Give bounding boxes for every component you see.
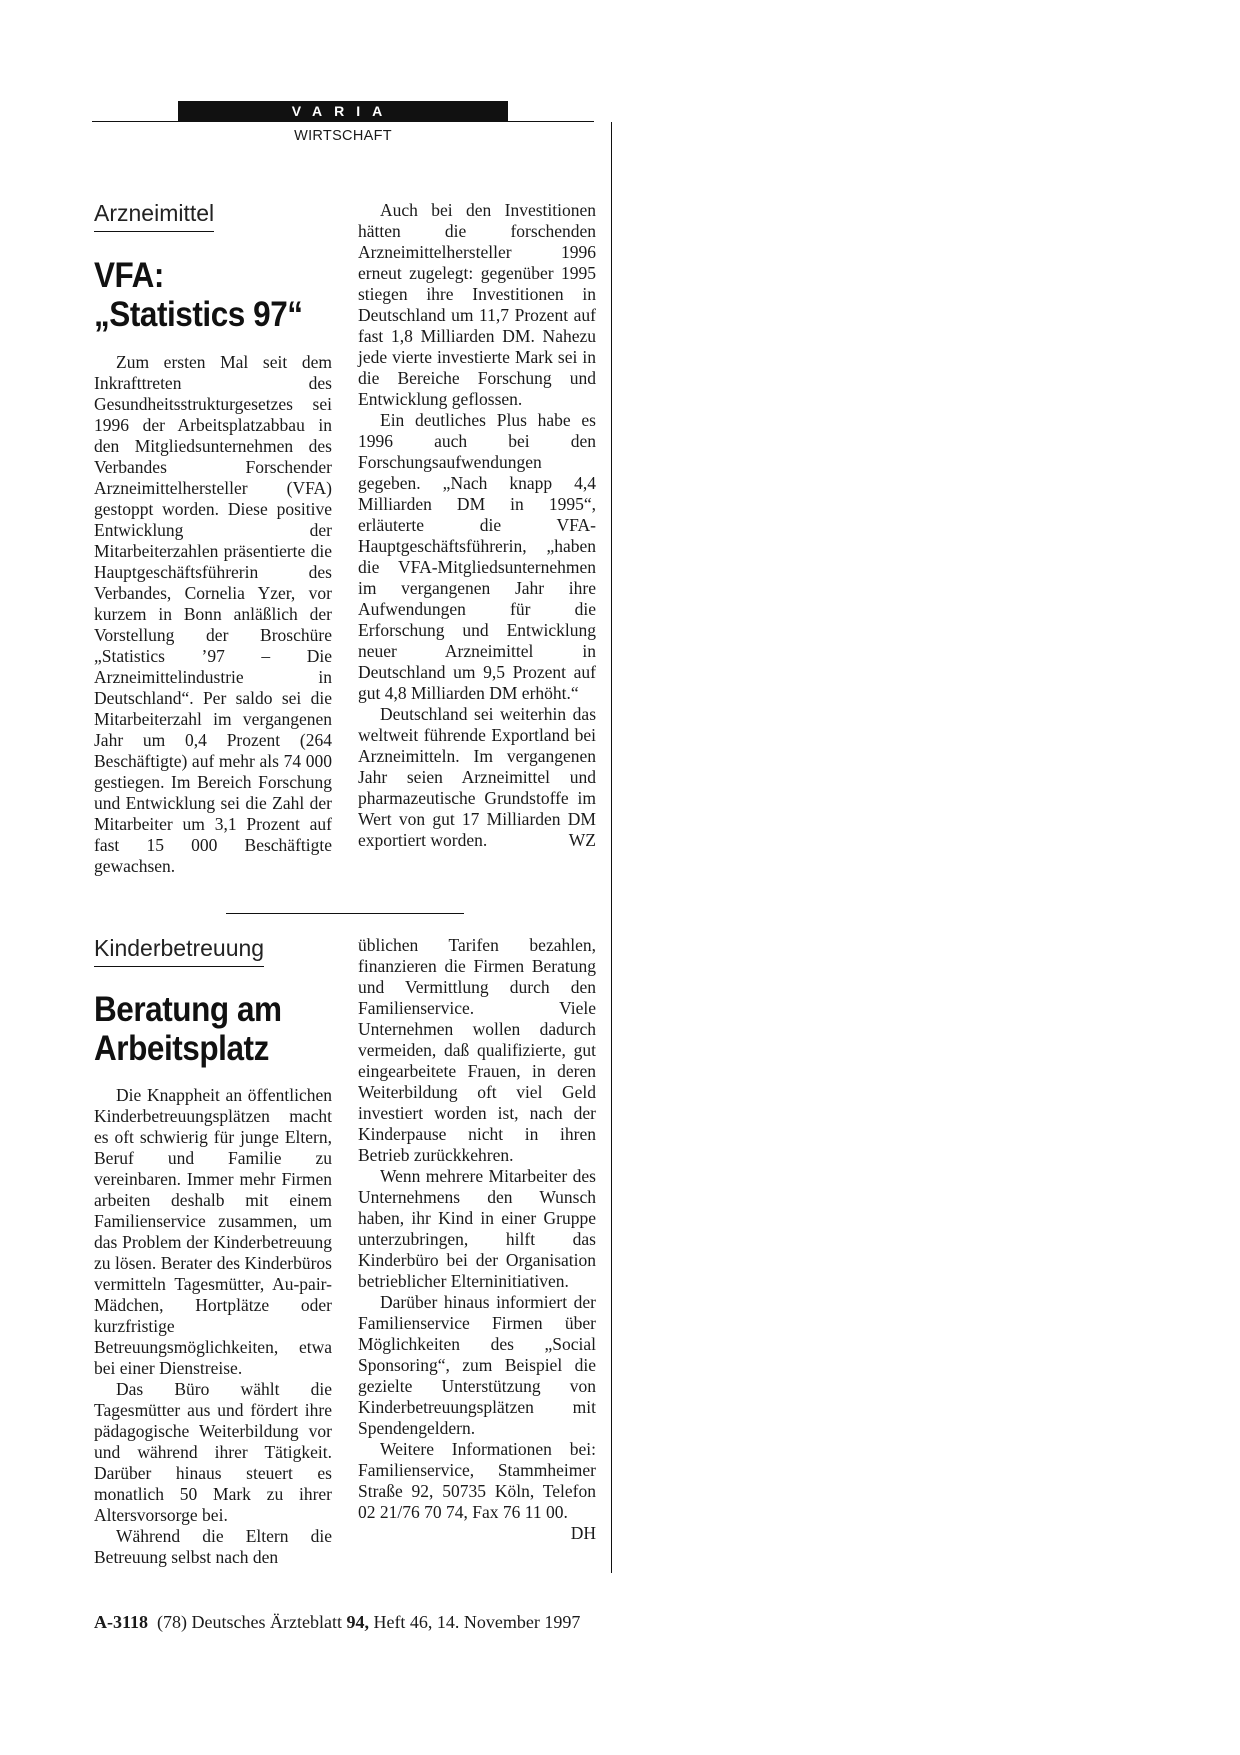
article2-paragraph: Das Büro wählt die Tagesmütter aus und fördert ihre pädagogische Weiterbildung vor und während ihrer Tätigkeit. Darüber hinaus steuert es monatlich 50 Mark zu ihrer Altersvorsorge bei. xyxy=(94,1379,332,1525)
article1-kicker-wrap xyxy=(94,200,214,232)
article2-headline-line2: Arbeitsplatz xyxy=(94,1029,269,1068)
footer-journal: Deutsches Ärzteblatt xyxy=(191,1612,342,1632)
footer-volume: 94, xyxy=(346,1612,369,1632)
article1-column1 xyxy=(94,352,332,877)
article2-headline-line1: Beratung am xyxy=(94,990,282,1029)
article1-headline-line1: VFA: xyxy=(94,256,164,295)
section-label: WIRTSCHAFT xyxy=(294,128,392,144)
article2-paragraph: Während die Eltern die Betreuung selbst nach den xyxy=(94,1526,332,1567)
article1-paragraph: Auch bei den Investitionen hätten die forschenden Arzneimittelhersteller 1996 erneut zugelegt: gegenüber 1995 stiegen ihre Investitionen in Deutschland um 11,7 Prozent auf fast 1,8 Milliarden DM. Nahezu jede vierte investierte Mark sei in die Bereiche Forschung und Entwicklung geflossen. xyxy=(358,200,596,409)
article2-kicker: Kinderbetreuung xyxy=(94,935,264,967)
footer-page-code: A-3118 xyxy=(94,1612,148,1632)
article2-paragraph: Die Knappheit an öffentlichen Kinderbetreuungsplätzen macht es oft schwierig für junge Eltern, Beruf und Familie zu vereinbaren. Immer mehr Firmen arbeiten deshalb mit einem Familienservice zusammen, um das Problem der Kinderbetreuung zu lösen. Berater des Kinderbüros vermitteln Tagesmütter, Au-pair-Mädchen, Hortplätze oder kurzfristige Betreuungsmöglichkeiten, etwa bei einer Dienstreise. xyxy=(94,1085,332,1378)
article1-kicker: Arzneimittel xyxy=(94,200,214,232)
article2-paragraph: Wenn mehrere Mitarbeiter des Unternehmens den Wunsch haben, ihr Kind in einer Gruppe unterzubringen, hilft das Kinderbüro bei der Organisation betrieblicher Elterninitiativen. xyxy=(358,1166,596,1291)
footer-page-number: (78) xyxy=(157,1612,187,1632)
article-separator xyxy=(226,913,464,914)
column-rule xyxy=(611,122,612,1573)
page-footer xyxy=(94,1612,580,1633)
article1-paragraph xyxy=(358,704,596,851)
article1-headline xyxy=(94,256,328,334)
article1-headline-line2: „Statistics 97“ xyxy=(94,295,303,334)
article2-headline xyxy=(94,990,328,1068)
article1-paragraph: Ein deutliches Plus habe es 1996 auch bei den Forschungsaufwendungen gegeben. „Nach knapp 4,4 Milliarden DM in 1995“, erläuterte die VFA-Hauptgeschäftsführerin, „haben die VFA-Mitgliedsunternehmen im vergangenen Jahr ihre Aufwendungen für die Erforschung und Entwicklung neuer Arzneimittel in Deutschland um 9,5 Prozent auf gut 4,8 Milliarden DM erhöht.“ xyxy=(358,410,596,703)
article2-column1 xyxy=(94,1085,332,1568)
article2-paragraph xyxy=(358,1439,596,1543)
article2-paragraph: Darüber hinaus informiert der Familienservice Firmen über Möglichkeiten des „Social Sponsoring“, zum Beispiel die gezielte Unterstützung von Kinderbetreuungsplätzen mit Spendengeldern. xyxy=(358,1292,596,1438)
article2-kicker-wrap xyxy=(94,935,264,967)
article1-column2 xyxy=(358,200,596,851)
article1-author: WZ xyxy=(568,830,596,850)
article1-last-paragraph: Deutschland sei weiterhin das weltweit führende Exportland bei Arzneimitteln. Im vergangenen Jahr seien Arzneimittel und pharmazeutische Grundstoffe im Wert von gut 17 Milliarden DM exportiert worden. xyxy=(358,704,596,850)
article2-author: DH xyxy=(570,1523,596,1543)
footer-issue: Heft 46, 14. November 1997 xyxy=(373,1612,581,1632)
article1-paragraph: Zum ersten Mal seit dem Inkrafttreten des Gesundheitsstrukturgesetzes sei 1996 der Arbeitsplatzabbau in den Mitgliedsunternehmen des Verbandes Forschender Arzneimittelhersteller (VFA) gestoppt worden. Diese positive Entwicklung der Mitarbeiterzahlen präsentierte die Hauptgeschäftsführerin des Verbandes, Cornelia Yzer, vor kurzem in Bonn anläßlich der Vorstellung der Broschüre „Statistics ’97 – Die Arzneimittelindustrie in Deutschland“. Per saldo sei die Mitarbeiterzahl im vergangenen Jahr um 0,4 Prozent (264 Beschäftigte) auf mehr als 74 000 gestiegen. Im Bereich Forschung und Entwicklung sei die Zahl der Mitarbeiter um 3,1 Prozent auf fast 15 000 Beschäftigte gewachsen. xyxy=(94,352,332,876)
article2-column2 xyxy=(358,935,596,1544)
rubric-bar: VARIA xyxy=(178,101,508,122)
article2-paragraph: üblichen Tarifen bezahlen, finanzieren die Firmen Beratung und Vermittlung durch den Familienservice. Viele Unternehmen wollen dadurch vermeiden, daß qualifizierte, gut eingearbeitete Frauen, in deren Weiterbildung oft viel Geld investiert worden ist, nach der Kinderpause nicht in ihren Betrieb zurückkehren. xyxy=(358,935,596,1165)
article2-last-paragraph: Weitere Informationen bei: Familienservice, Stammheimer Straße 92, 50735 Köln, Telefon 02 21/76 70 74, Fax 76 11 00. xyxy=(358,1439,596,1522)
